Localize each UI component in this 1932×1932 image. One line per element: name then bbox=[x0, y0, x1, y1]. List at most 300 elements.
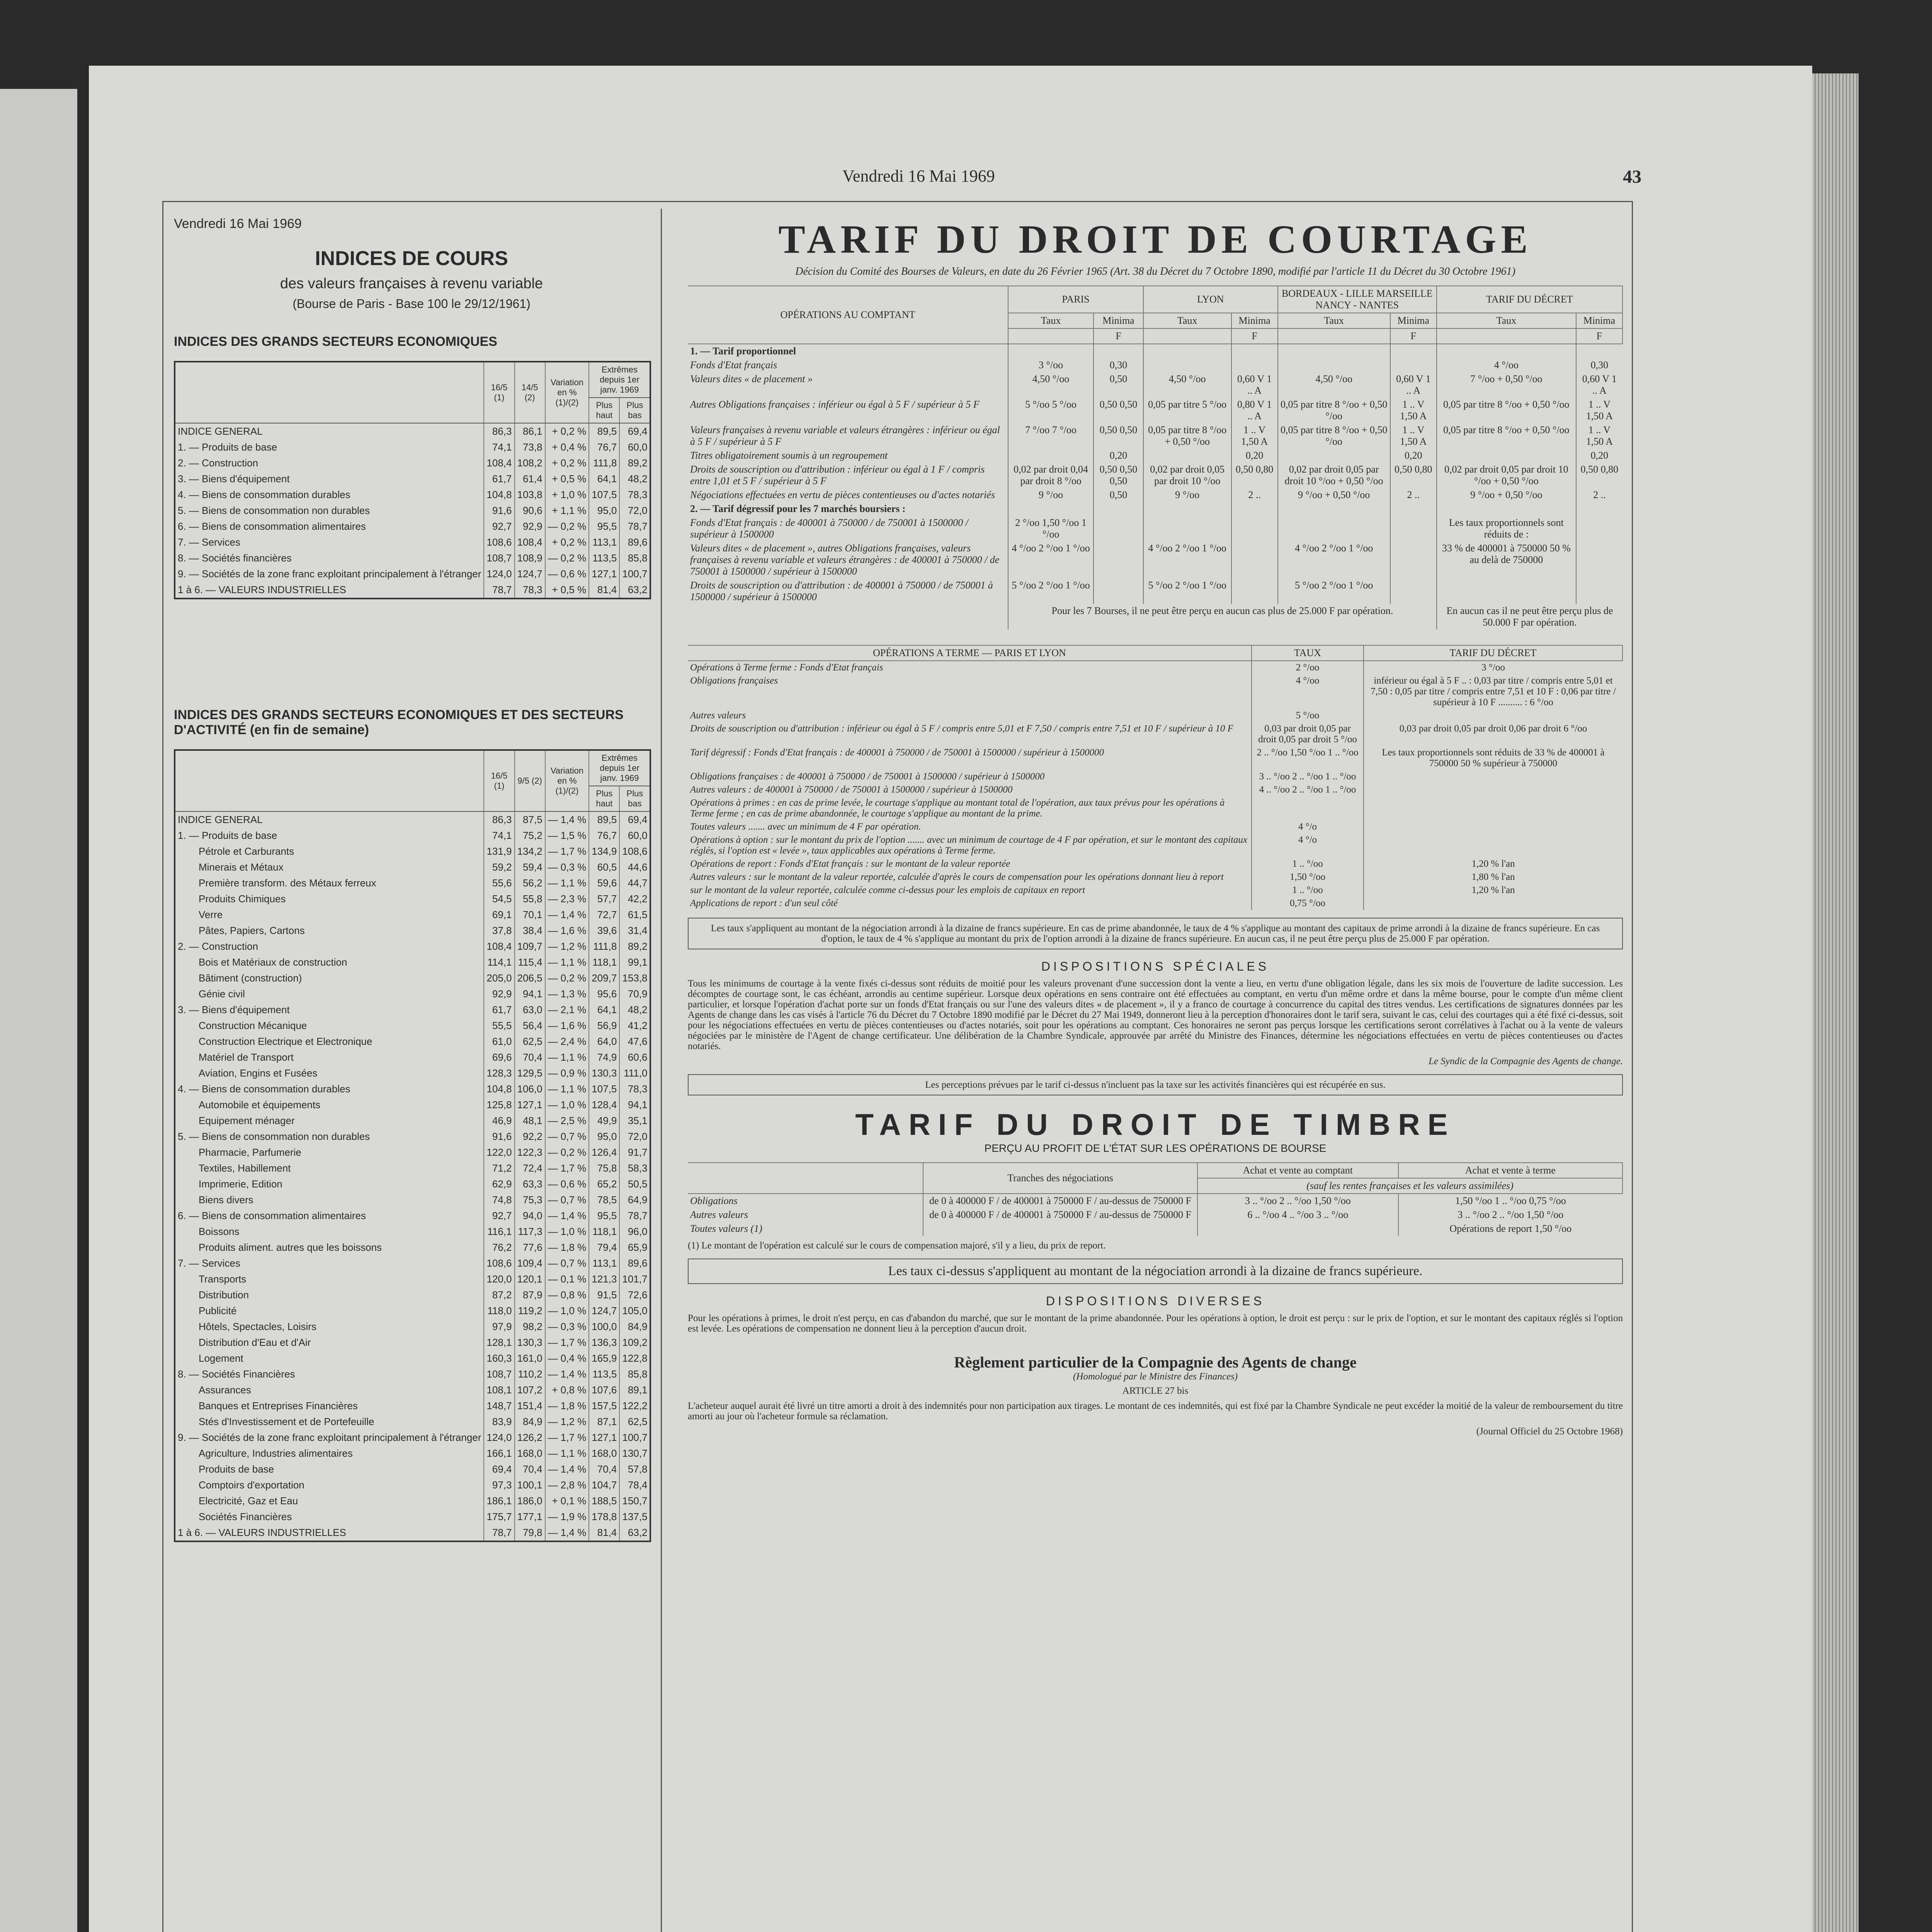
index-value: 107,5 bbox=[589, 487, 619, 503]
index-value: 151,4 bbox=[515, 1398, 545, 1414]
table-row bbox=[175, 828, 650, 844]
timbre-cell: de 0 à 400000 F / de 400001 à 750000 F / au-dessus de 750000 F bbox=[923, 1208, 1197, 1222]
blank-cell bbox=[688, 1163, 923, 1194]
unit-cell bbox=[1278, 328, 1390, 344]
index-value: 113,5 bbox=[589, 1366, 619, 1382]
index-value: 136,3 bbox=[589, 1335, 619, 1350]
col-header-provinces: BORDEAUX - LILLE MARSEILLE NANCY - NANTES bbox=[1278, 286, 1437, 313]
indices-subtitle: des valeurs françaises à revenu variable bbox=[280, 276, 543, 292]
index-value: 70,4 bbox=[515, 1049, 545, 1065]
index-value: 94,0 bbox=[515, 1208, 545, 1224]
tarif-cell bbox=[1094, 578, 1143, 604]
index-value: 86,3 bbox=[484, 811, 514, 828]
tarif-cell: 0,50 0,50 0,50 bbox=[1094, 463, 1143, 488]
tarif-cell bbox=[1364, 770, 1622, 783]
table-row bbox=[175, 503, 650, 519]
index-label: Construction Electrique et Electronique bbox=[199, 1036, 372, 1047]
comptant-note-decret: En aucun cas il ne peut être perçu plus de 50.000 F par opération. bbox=[1437, 604, 1622, 629]
index-value: 78,7 bbox=[619, 1208, 650, 1224]
index-label: Automobile et équipements bbox=[199, 1099, 321, 1111]
table-row bbox=[175, 1192, 650, 1208]
index-value: 168,0 bbox=[515, 1446, 545, 1461]
reglement-title: Règlement particulier de la Compagnie des Agents de change bbox=[954, 1354, 1357, 1371]
table-row bbox=[175, 566, 650, 582]
index-value: 89,1 bbox=[619, 1382, 650, 1398]
timbre-cell: de 0 à 400000 F / de 400001 à 750000 F / au-dessus de 750000 F bbox=[923, 1194, 1197, 1208]
index-label: 1 à 6. — VALEURS INDUSTRIELLES bbox=[178, 1527, 346, 1538]
index-value: 118,1 bbox=[589, 1224, 619, 1240]
tarif-cell bbox=[1231, 541, 1278, 578]
index-value: 126,2 bbox=[515, 1430, 545, 1446]
previous-page-edge bbox=[0, 89, 77, 1932]
index-value: 41,2 bbox=[619, 1018, 650, 1034]
dispositions-diverses-text: Pour les opérations à primes, le droit n'est perçu, en cas d'abandon du marché, que sur le montant de la prime abandonnée. Pour les opérations à option, le droit est perçu : sur le prix de l'option, et sur le montant des capitaux réglés si l'option est levée. Les opérations de compensation ne donnent lieu à la perception d'aucun droit. bbox=[688, 1313, 1623, 1334]
index-value: 56,2 bbox=[515, 875, 545, 891]
index-value: 72,7 bbox=[589, 907, 619, 923]
operation-label: Droits de souscription ou d'attribution : de 400001 à 750000 / de 750001 à 1500000 / supérieur à 1500000 bbox=[690, 580, 993, 602]
index-value: — 2,8 % bbox=[545, 1477, 589, 1493]
tarif-cell bbox=[1364, 897, 1622, 910]
index-value: 94,1 bbox=[515, 986, 545, 1002]
index-value: — 1,4 % bbox=[545, 1525, 589, 1541]
index-value: 116,1 bbox=[484, 1224, 514, 1240]
index-value: — 1,0 % bbox=[545, 1224, 589, 1240]
tarif-cell: 5 °/oo 2 °/oo 1 °/oo bbox=[1278, 578, 1390, 604]
tarif-cell: 0,20 bbox=[1094, 449, 1143, 463]
index-value: 91,6 bbox=[484, 1129, 514, 1145]
index-value: 44,7 bbox=[619, 875, 650, 891]
table-header-cell: Extrêmes depuis 1er janv. 1969 bbox=[589, 750, 650, 786]
index-value: 94,1 bbox=[619, 1097, 650, 1113]
tarif-cell: Les taux proportionnels sont réduits de 33 % de 400001 à 750000 50 % supérieur à 750000 bbox=[1364, 746, 1622, 770]
index-value: — 0,7 % bbox=[545, 1192, 589, 1208]
index-value: — 0,7 % bbox=[545, 1255, 589, 1271]
timbre-subtitle: PERÇU AU PROFIT DE L'ÉTAT SUR LES OPÉRATIONS DE BOURSE bbox=[984, 1142, 1327, 1154]
index-value: 108,4 bbox=[484, 939, 514, 954]
index-value: 108,6 bbox=[484, 534, 514, 550]
index-value: 92,7 bbox=[484, 519, 514, 534]
index-value: 95,0 bbox=[589, 1129, 619, 1145]
index-value: 86,1 bbox=[515, 423, 545, 439]
index-value: 55,6 bbox=[484, 875, 514, 891]
index-value: 157,5 bbox=[589, 1398, 619, 1414]
index-label: 8. — Sociétés Financières bbox=[178, 1368, 295, 1380]
index-value: — 1,0 % bbox=[545, 1303, 589, 1319]
index-value: 128,4 bbox=[589, 1097, 619, 1113]
table-row bbox=[175, 1176, 650, 1192]
index-label: Distribution d'Eau et d'Air bbox=[199, 1337, 311, 1348]
index-value: 49,9 bbox=[589, 1113, 619, 1129]
index-value: 124,7 bbox=[589, 1303, 619, 1319]
index-value: — 1,1 % bbox=[545, 1049, 589, 1065]
index-value: 109,4 bbox=[515, 1255, 545, 1271]
table-row bbox=[688, 746, 1622, 770]
index-value: 113,1 bbox=[589, 534, 619, 550]
page-number: 43 bbox=[1623, 167, 1641, 187]
tarif-cell: 0,60 V 1 .. A bbox=[1231, 372, 1278, 398]
index-label: 9. — Sociétés de la zone franc exploitant principalement à l'étranger bbox=[178, 568, 481, 580]
index-value: 60,6 bbox=[619, 1049, 650, 1065]
index-label: Electricité, Gaz et Eau bbox=[199, 1495, 298, 1507]
index-value: — 1,4 % bbox=[545, 811, 589, 828]
comptant-table bbox=[688, 286, 1623, 629]
index-value: 72,6 bbox=[619, 1287, 650, 1303]
tarif-cell: 1,50 °/oo bbox=[1252, 871, 1364, 884]
table-row bbox=[175, 1240, 650, 1255]
index-value: 127,1 bbox=[515, 1097, 545, 1113]
index-value: — 1,4 % bbox=[545, 907, 589, 923]
index-value: 101,7 bbox=[619, 1271, 650, 1287]
index-value: 79,8 bbox=[515, 1525, 545, 1541]
index-value: 118,1 bbox=[589, 954, 619, 970]
table-row bbox=[175, 986, 650, 1002]
index-value: 39,6 bbox=[589, 923, 619, 939]
table-row bbox=[688, 488, 1622, 502]
table-row bbox=[688, 871, 1622, 884]
tarif-cell bbox=[1576, 344, 1622, 358]
index-value: 55,5 bbox=[484, 1018, 514, 1034]
index-value: 70,4 bbox=[515, 1461, 545, 1477]
index-value: 55,8 bbox=[515, 891, 545, 907]
index-value: + 1,1 % bbox=[545, 503, 589, 519]
tarif-cell bbox=[1390, 358, 1437, 372]
index-value: 86,3 bbox=[484, 423, 514, 439]
operation-label: Tarif dégressif : Fonds d'Etat français : de 400001 à 750000 / de 750001 à 1500000 / supérieur à 1500000 bbox=[690, 747, 1104, 758]
index-value: 122,0 bbox=[484, 1145, 514, 1160]
index-value: — 1,7 % bbox=[545, 844, 589, 859]
table-row bbox=[175, 1224, 650, 1240]
tarif-cell: 4 °/oo 2 °/oo 1 °/oo bbox=[1278, 541, 1390, 578]
timbre-cell bbox=[923, 1222, 1197, 1236]
tarif-cell bbox=[1231, 358, 1278, 372]
index-value: 77,6 bbox=[515, 1240, 545, 1255]
tarif-cell: 2 .. bbox=[1576, 488, 1622, 502]
index-label: 6. — Biens de consommation alimentaires bbox=[178, 1210, 366, 1221]
tarif-cell bbox=[1143, 502, 1231, 516]
index-value: 70,1 bbox=[515, 907, 545, 923]
table-row bbox=[175, 844, 650, 859]
timbre-cell: 1,50 °/oo 1 .. °/oo 0,75 °/oo bbox=[1398, 1194, 1622, 1208]
tarif-cell: 0,20 bbox=[1231, 449, 1278, 463]
index-value: — 1,6 % bbox=[545, 1018, 589, 1034]
tarif-cell: 0,02 par droit 0,05 par droit 10 °/oo bbox=[1143, 463, 1231, 488]
index-value: 78,3 bbox=[515, 582, 545, 599]
index-label: Logement bbox=[199, 1352, 243, 1364]
index-value: 108,9 bbox=[515, 550, 545, 566]
index-value: 50,5 bbox=[619, 1176, 650, 1192]
index-value: 104,7 bbox=[589, 1477, 619, 1493]
table-row bbox=[688, 372, 1622, 398]
minima-header: Minima bbox=[1094, 313, 1143, 328]
index-label: Construction Mécanique bbox=[199, 1020, 307, 1031]
index-value: 92,9 bbox=[515, 519, 545, 534]
column-divider bbox=[661, 209, 662, 1932]
index-value: — 2,5 % bbox=[545, 1113, 589, 1129]
index-value: 57,8 bbox=[619, 1461, 650, 1477]
index-value: 61,4 bbox=[515, 471, 545, 487]
reglement-article: ARTICLE 27 bis bbox=[1122, 1386, 1189, 1396]
timbre-cell bbox=[1197, 1222, 1398, 1236]
tarif-cell bbox=[1143, 449, 1231, 463]
index-value: — 2,3 % bbox=[545, 891, 589, 907]
index-label: Distribution bbox=[199, 1289, 249, 1301]
index-value: 153,8 bbox=[619, 970, 650, 986]
tarif-cell: 0,02 par droit 0,05 par droit 10 °/oo + 0,50 °/oo bbox=[1278, 463, 1390, 488]
index-value: — 1,1 % bbox=[545, 954, 589, 970]
table-header-cell bbox=[175, 750, 484, 811]
operation-label: Autres valeurs bbox=[690, 710, 746, 721]
index-value: 85,8 bbox=[619, 550, 650, 566]
col-header-decret: TARIF DU DÉCRET bbox=[1437, 286, 1622, 313]
table-row bbox=[175, 471, 650, 487]
table-row bbox=[688, 674, 1622, 709]
tarif-cell: 1 .. V 1,50 A bbox=[1576, 398, 1622, 423]
tarif-cell: 0,60 V 1 .. A bbox=[1576, 372, 1622, 398]
index-value: — 1,0 % bbox=[545, 1097, 589, 1113]
tarif-cell bbox=[1364, 709, 1622, 722]
index-value: 46,9 bbox=[484, 1113, 514, 1129]
terme-title: OPÉRATIONS A TERME — PARIS ET LYON bbox=[688, 645, 1252, 661]
index-value: 78,3 bbox=[619, 487, 650, 503]
courtage-subtitle: Décision du Comité des Bourses de Valeurs, en date du 26 Février 1965 (Art. 38 du Décret du 7 Octobre 1890, modifié par l'article 11 du Décret du 30 Octobre 1961) bbox=[795, 265, 1515, 277]
timbre-title: TARIF DU DROIT DE TIMBRE bbox=[855, 1107, 1456, 1141]
index-value: 205,0 bbox=[484, 970, 514, 986]
index-value: — 0,2 % bbox=[545, 1145, 589, 1160]
timbre-cell: 3 .. °/oo 2 .. °/oo 1,50 °/oo bbox=[1398, 1208, 1622, 1222]
index-value: — 1,7 % bbox=[545, 1430, 589, 1446]
tarif-cell: 0,75 °/oo bbox=[1252, 897, 1364, 910]
index-label: Matériel de Transport bbox=[199, 1051, 294, 1063]
taux-header: Taux bbox=[1143, 313, 1231, 328]
index-value: 150,7 bbox=[619, 1493, 650, 1509]
table-header-cell: 14/5 (2) bbox=[515, 362, 545, 423]
index-value: 98,2 bbox=[515, 1319, 545, 1335]
index-value: 97,9 bbox=[484, 1319, 514, 1335]
col-header-paris: PARIS bbox=[1008, 286, 1143, 313]
index-value: — 0,4 % bbox=[545, 1350, 589, 1366]
index-value: 84,9 bbox=[619, 1319, 650, 1335]
index-value: 76,7 bbox=[589, 828, 619, 844]
index-value: 72,0 bbox=[619, 1129, 650, 1145]
reglement-text: L'acheteur auquel aurait été livré un titre amorti a droit à des indemnités pour non participation aux tirages. Le montant de ces indemnités, qui est fixé par la Chambre Syndicale ne peut excéder la moitié de la valeur de remboursement du titre amorti au jour où l'acheteur formule sa réclamation. bbox=[688, 1401, 1623, 1422]
index-value: 74,1 bbox=[484, 828, 514, 844]
index-value: 62,5 bbox=[619, 1414, 650, 1430]
index-value: 89,5 bbox=[589, 423, 619, 439]
tarif-cell bbox=[1576, 502, 1622, 516]
index-value: 64,1 bbox=[589, 471, 619, 487]
index-value: 72,4 bbox=[515, 1160, 545, 1176]
tarif-cell: 1,20 % l'an bbox=[1364, 857, 1622, 871]
index-value: — 0,8 % bbox=[545, 1287, 589, 1303]
tarif-cell bbox=[1278, 516, 1390, 541]
operation-label: Autres Obligations françaises : inférieur ou égal à 5 F / supérieur à 5 F bbox=[690, 399, 980, 410]
index-value: + 0,4 % bbox=[545, 439, 589, 455]
index-value: 117,3 bbox=[515, 1224, 545, 1240]
index-value: — 0,6 % bbox=[545, 566, 589, 582]
tarif-cell: 0,20 bbox=[1390, 449, 1437, 463]
table-row bbox=[688, 358, 1622, 372]
table-row bbox=[175, 891, 650, 907]
tarif-cell bbox=[1390, 516, 1437, 541]
table-row bbox=[175, 1160, 650, 1176]
valeur-label: Autres valeurs bbox=[690, 1209, 748, 1220]
unit-cell: F bbox=[1576, 328, 1622, 344]
tarif-cell bbox=[1008, 344, 1094, 358]
index-value: 148,7 bbox=[484, 1398, 514, 1414]
index-value: + 0,2 % bbox=[545, 455, 589, 471]
index-value: — 1,8 % bbox=[545, 1240, 589, 1255]
index-value: 69,6 bbox=[484, 1049, 514, 1065]
index-value: 129,5 bbox=[515, 1065, 545, 1081]
index-value: + 0,2 % bbox=[545, 534, 589, 550]
index-value: 108,6 bbox=[484, 1255, 514, 1271]
tarif-cell: 1 .. V 1,50 A bbox=[1390, 398, 1437, 423]
table-row bbox=[175, 1446, 650, 1461]
index-value: 75,8 bbox=[589, 1160, 619, 1176]
index-label: Agriculture, Industries alimentaires bbox=[199, 1447, 353, 1459]
book-page-stack bbox=[1812, 73, 1859, 1932]
index-value: + 1,0 % bbox=[545, 487, 589, 503]
table-row bbox=[688, 449, 1622, 463]
index-value: 130,3 bbox=[589, 1065, 619, 1081]
index-value: — 2,4 % bbox=[545, 1034, 589, 1049]
index-value: 58,3 bbox=[619, 1160, 650, 1176]
section-title-2: INDICES DES GRANDS SECTEURS ECONOMIQUES ET DES SECTEURS D'ACTIVITÉ (en fin de semaine) bbox=[174, 707, 624, 737]
table-row bbox=[175, 1208, 650, 1224]
tarif-cell: 4,50 °/oo bbox=[1143, 372, 1231, 398]
index-label: Produits aliment. autres que les boissons bbox=[199, 1242, 382, 1253]
index-value: — 0,7 % bbox=[545, 1129, 589, 1145]
operation-label: Opérations à Terme ferme : Fonds d'Etat français bbox=[690, 662, 883, 673]
index-label: Bois et Matériaux de construction bbox=[199, 956, 347, 968]
index-value: 69,4 bbox=[484, 1461, 514, 1477]
table-row bbox=[688, 820, 1622, 833]
index-value: 63,3 bbox=[515, 1176, 545, 1192]
tarif-cell: 4 °/oo bbox=[1252, 674, 1364, 709]
index-value: 92,9 bbox=[484, 986, 514, 1002]
tarif-cell: 1,80 % l'an bbox=[1364, 871, 1622, 884]
index-value: 59,6 bbox=[589, 875, 619, 891]
index-value: — 2,1 % bbox=[545, 1002, 589, 1018]
index-label: Aviation, Engins et Fusées bbox=[199, 1067, 318, 1079]
table-row bbox=[175, 1382, 650, 1398]
indices-base: (Bourse de Paris - Base 100 le 29/12/1961) bbox=[293, 297, 531, 311]
tarif-cell bbox=[1437, 344, 1576, 358]
index-value: 85,8 bbox=[619, 1366, 650, 1382]
index-value: — 0,6 % bbox=[545, 1176, 589, 1192]
index-value: + 0,8 % bbox=[545, 1382, 589, 1398]
operation-label: Valeurs dites « de placement », autres Obligations françaises, valeurs françaises à revenu variable et valeurs étrangères : de 400001 à 750000 / de 750001 à 1500000 / supérieur à 1500000 bbox=[690, 543, 1000, 577]
index-value: 89,6 bbox=[619, 1255, 650, 1271]
tarif-cell: 7 °/oo + 0,50 °/oo bbox=[1437, 372, 1576, 398]
index-label: Bâtiment (construction) bbox=[199, 972, 302, 984]
index-label: 3. — Biens d'équipement bbox=[178, 473, 290, 485]
index-value: 63,2 bbox=[619, 1525, 650, 1541]
index-value: — 1,2 % bbox=[545, 939, 589, 954]
table-row bbox=[175, 1034, 650, 1049]
tarif-cell: 2 .. bbox=[1231, 488, 1278, 502]
index-value: 89,2 bbox=[619, 455, 650, 471]
index-value: — 0,3 % bbox=[545, 1319, 589, 1335]
index-value: 56,4 bbox=[515, 1018, 545, 1034]
table-row bbox=[175, 487, 650, 503]
index-label: 9. — Sociétés de la zone franc exploitant principalement à l'étranger bbox=[178, 1432, 481, 1443]
index-value: 100,7 bbox=[619, 566, 650, 582]
index-value: 92,2 bbox=[515, 1129, 545, 1145]
index-value: 188,5 bbox=[589, 1493, 619, 1509]
index-value: 76,7 bbox=[589, 439, 619, 455]
index-value: 178,8 bbox=[589, 1509, 619, 1525]
index-value: 108,1 bbox=[484, 1382, 514, 1398]
tarif-cell: 0,02 par droit 0,04 par droit 8 °/oo bbox=[1008, 463, 1094, 488]
table-row bbox=[688, 541, 1622, 578]
index-value: 89,2 bbox=[619, 939, 650, 954]
tarif-cell: 9 °/oo + 0,50 °/oo bbox=[1278, 488, 1390, 502]
index-label: Publicité bbox=[199, 1305, 237, 1316]
index-value: — 0,2 % bbox=[545, 519, 589, 534]
tarif-cell bbox=[1094, 502, 1143, 516]
section-title-1: INDICES DES GRANDS SECTEURS ECONOMIQUES bbox=[174, 334, 497, 349]
tarif-cell bbox=[1278, 449, 1390, 463]
index-value: 64,1 bbox=[589, 1002, 619, 1018]
index-value: 108,4 bbox=[515, 534, 545, 550]
tarif-cell: 9 °/oo bbox=[1143, 488, 1231, 502]
taux-header: Taux bbox=[1278, 313, 1390, 328]
tarif-cell: 0,60 V 1 .. A bbox=[1390, 372, 1437, 398]
index-value: — 1,4 % bbox=[545, 1366, 589, 1382]
index-value: 44,6 bbox=[619, 859, 650, 875]
index-label: Pâtes, Papiers, Cartons bbox=[199, 925, 305, 936]
index-value: 65,2 bbox=[589, 1176, 619, 1192]
tarif-cell: 0,30 bbox=[1576, 358, 1622, 372]
index-label: Banques et Entreprises Financières bbox=[199, 1400, 358, 1412]
index-value: 124,0 bbox=[484, 1430, 514, 1446]
table-row bbox=[175, 1350, 650, 1366]
timbre-cell: 3 .. °/oo 2 .. °/oo 1,50 °/oo bbox=[1197, 1194, 1398, 1208]
index-value: 75,3 bbox=[515, 1192, 545, 1208]
table-row bbox=[175, 1081, 650, 1097]
sauf-header: (sauf les rentes françaises et les valeurs assimilées) bbox=[1197, 1178, 1622, 1194]
tarif-cell bbox=[1364, 820, 1622, 833]
tarif-cell bbox=[1437, 578, 1576, 604]
index-value: 127,1 bbox=[589, 1430, 619, 1446]
tranches-header: Tranches des négociations bbox=[923, 1163, 1197, 1194]
index-value: 81,4 bbox=[589, 1525, 619, 1541]
operation-label: 2. — Tarif dégressif pour les 7 marchés boursiers : bbox=[690, 503, 906, 514]
tarif-cell bbox=[1008, 449, 1094, 463]
index-value: 127,1 bbox=[589, 566, 619, 582]
index-value: 209,7 bbox=[589, 970, 619, 986]
index-value: 177,1 bbox=[515, 1509, 545, 1525]
index-value: 166,1 bbox=[484, 1446, 514, 1461]
tarif-cell: 0,02 par droit 0,05 par droit 10 °/oo + 0,50 °/oo bbox=[1437, 463, 1576, 488]
index-value: 87,5 bbox=[515, 811, 545, 828]
table-header-cell: 16/5 (1) bbox=[484, 362, 514, 423]
tarif-cell: Les taux proportionnels sont réduits de : bbox=[1437, 516, 1576, 541]
index-value: 134,2 bbox=[515, 844, 545, 859]
table-row bbox=[688, 857, 1622, 871]
table-row bbox=[175, 1113, 650, 1129]
table-row bbox=[175, 534, 650, 550]
tarif-cell bbox=[1143, 344, 1231, 358]
tarif-cell: 1 .. V 1,50 A bbox=[1390, 423, 1437, 449]
tarif-cell: 1 .. V 1,50 A bbox=[1576, 423, 1622, 449]
index-label: Pétrole et Carburants bbox=[199, 845, 294, 857]
index-value: 108,7 bbox=[484, 1366, 514, 1382]
index-label: Hôtels, Spectacles, Loisirs bbox=[199, 1321, 316, 1332]
index-value: 122,8 bbox=[619, 1350, 650, 1366]
index-value: 74,9 bbox=[589, 1049, 619, 1065]
